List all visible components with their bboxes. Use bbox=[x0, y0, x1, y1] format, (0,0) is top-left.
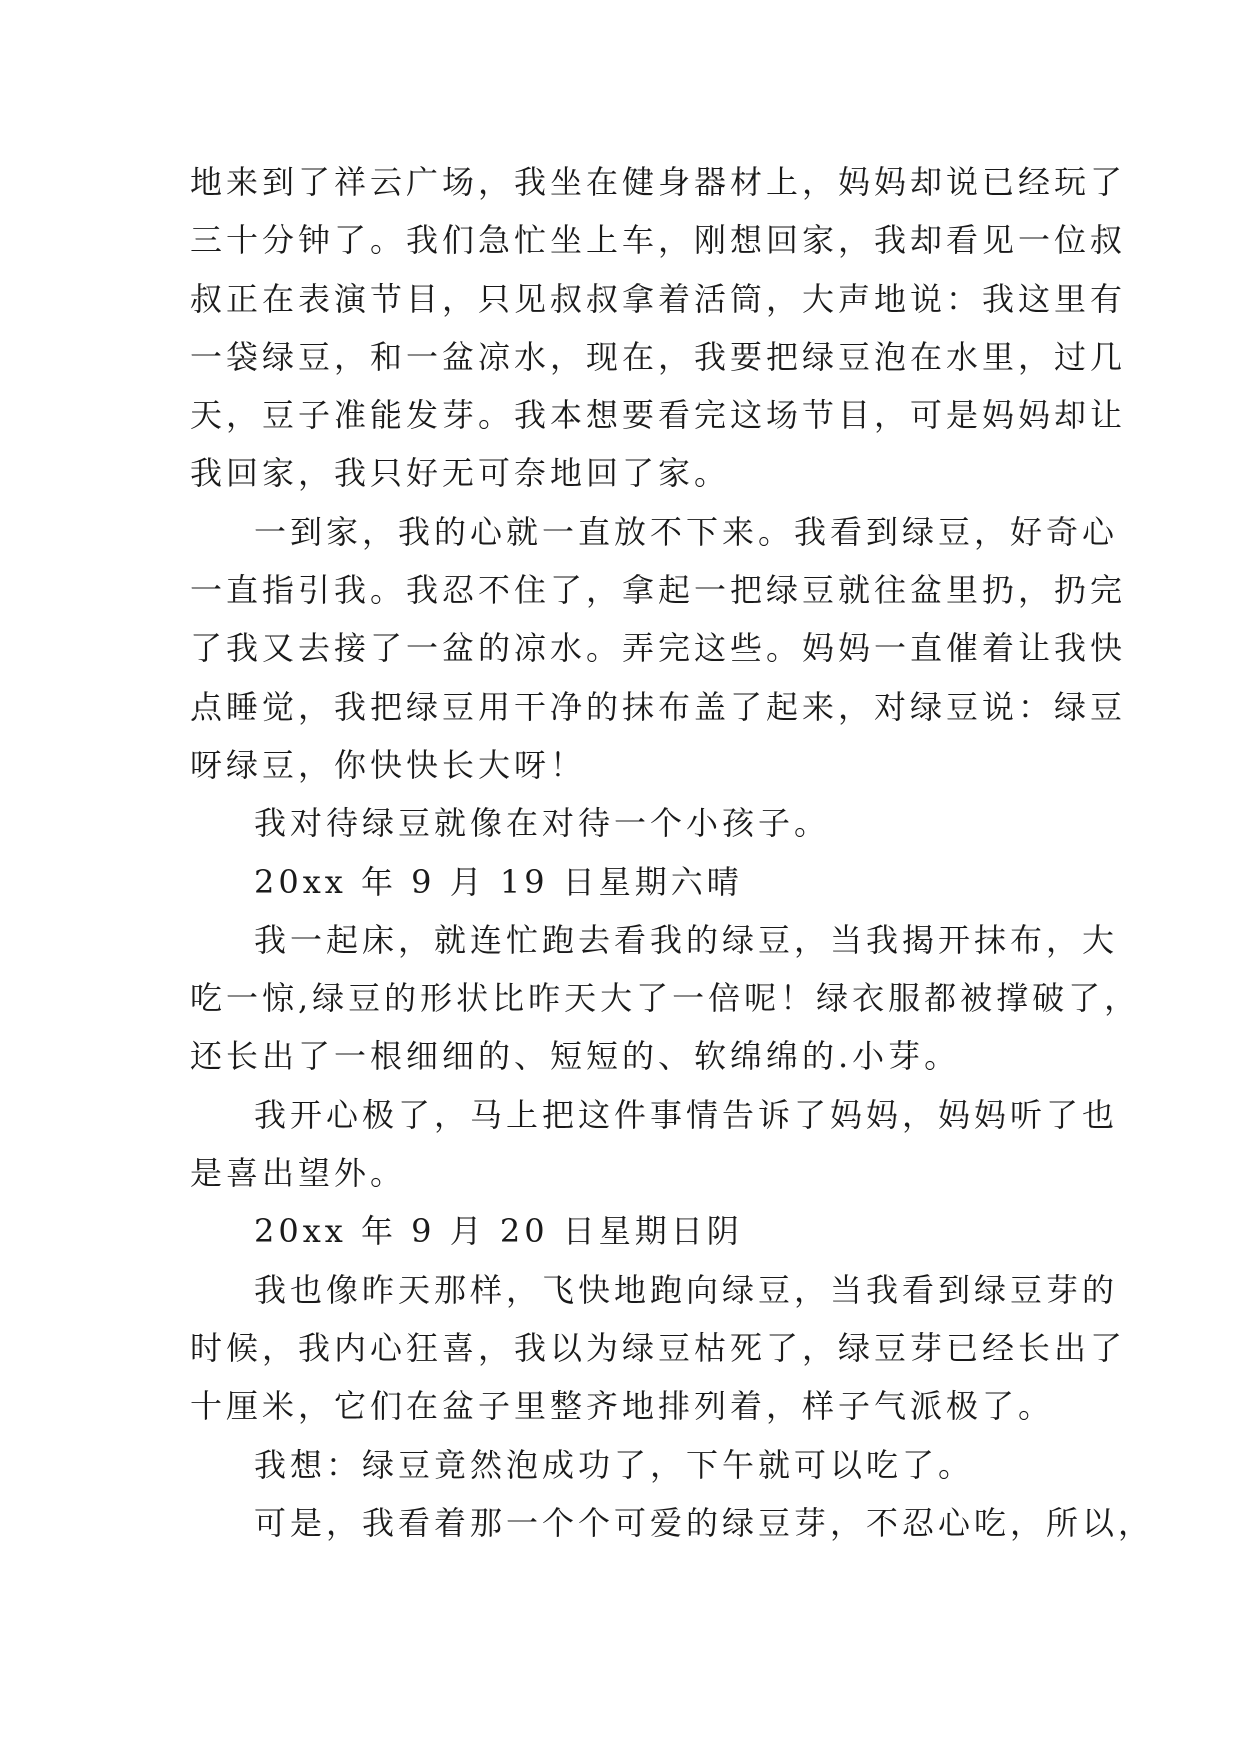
text-line: 我也像昨天那样，飞快地跑向绿豆，当我看到绿豆芽的 bbox=[254, 1270, 1119, 1309]
text-line: 一到家，我的心就一直放不下来。我看到绿豆，好奇心 bbox=[254, 512, 1119, 551]
document-body bbox=[190, 153, 1155, 1552]
text-line: 地来到了祥云广场，我坐在健身器材上，妈妈却说已经玩了 bbox=[190, 163, 1127, 201]
text-line: 一直指引我。我忍不住了，拿起一把绿豆就往盆里扔，扔完 bbox=[190, 571, 1127, 610]
text-line: 是喜出望外。 bbox=[190, 1154, 407, 1193]
text-line: 我一起床，就连忙跑去看我的绿豆，当我揭开抹布，大 bbox=[254, 920, 1119, 959]
text-line: 了我又去接了一盆的凉水。弄完这些。妈妈一直催着让我快 bbox=[190, 629, 1127, 668]
text-line: 我开心极了，马上把这件事情告诉了妈妈，妈妈听了也 bbox=[254, 1095, 1119, 1134]
text-line: 我对待绿豆就像在对待一个小孩子。 bbox=[254, 804, 831, 843]
text-line: 可是，我看着那一个个可爱的绿豆芽，不忍心吃，所以， bbox=[254, 1503, 1155, 1542]
text-line: 我回家，我只好无可奈地回了家。 bbox=[190, 454, 731, 493]
text-line: 十厘米，它们在盆子里整齐地排列着，样子气派极了。 bbox=[190, 1387, 1055, 1426]
text-line: 点睡觉，我把绿豆用干净的抹布盖了起来，对绿豆说：绿豆 bbox=[190, 687, 1127, 726]
text-line: 吃一惊,绿豆的形状比昨天大了一倍呢！绿衣服都被撑破了， bbox=[190, 979, 1141, 1018]
text-line: 20xx 年 9 月 20 日星期日阴 bbox=[254, 1212, 743, 1251]
text-line: 叔正在表演节目，只见叔叔拿着活筒，大声地说：我这里有 bbox=[190, 279, 1127, 318]
text-line: 一袋绿豆，和一盆凉水，现在，我要把绿豆泡在水里，过几 bbox=[190, 337, 1127, 376]
text-line: 时候，我内心狂喜，我以为绿豆枯死了，绿豆芽已经长出了 bbox=[190, 1328, 1127, 1367]
text-line: 三十分钟了。我们急忙坐上车，刚想回家，我却看见一位叔 bbox=[190, 221, 1127, 260]
text-line: 我想：绿豆竟然泡成功了，下午就可以吃了。 bbox=[254, 1445, 975, 1484]
text-line: 还长出了一根细细的、短短的、软绵绵的.小芽。 bbox=[190, 1037, 961, 1076]
text-line: 呀绿豆，你快快长大呀！ bbox=[190, 745, 587, 784]
text-line: 天，豆子准能发芽。我本想要看完这场节目，可是妈妈却让 bbox=[190, 396, 1127, 435]
text-line: 20xx 年 9 月 19 日星期六晴 bbox=[254, 862, 743, 901]
